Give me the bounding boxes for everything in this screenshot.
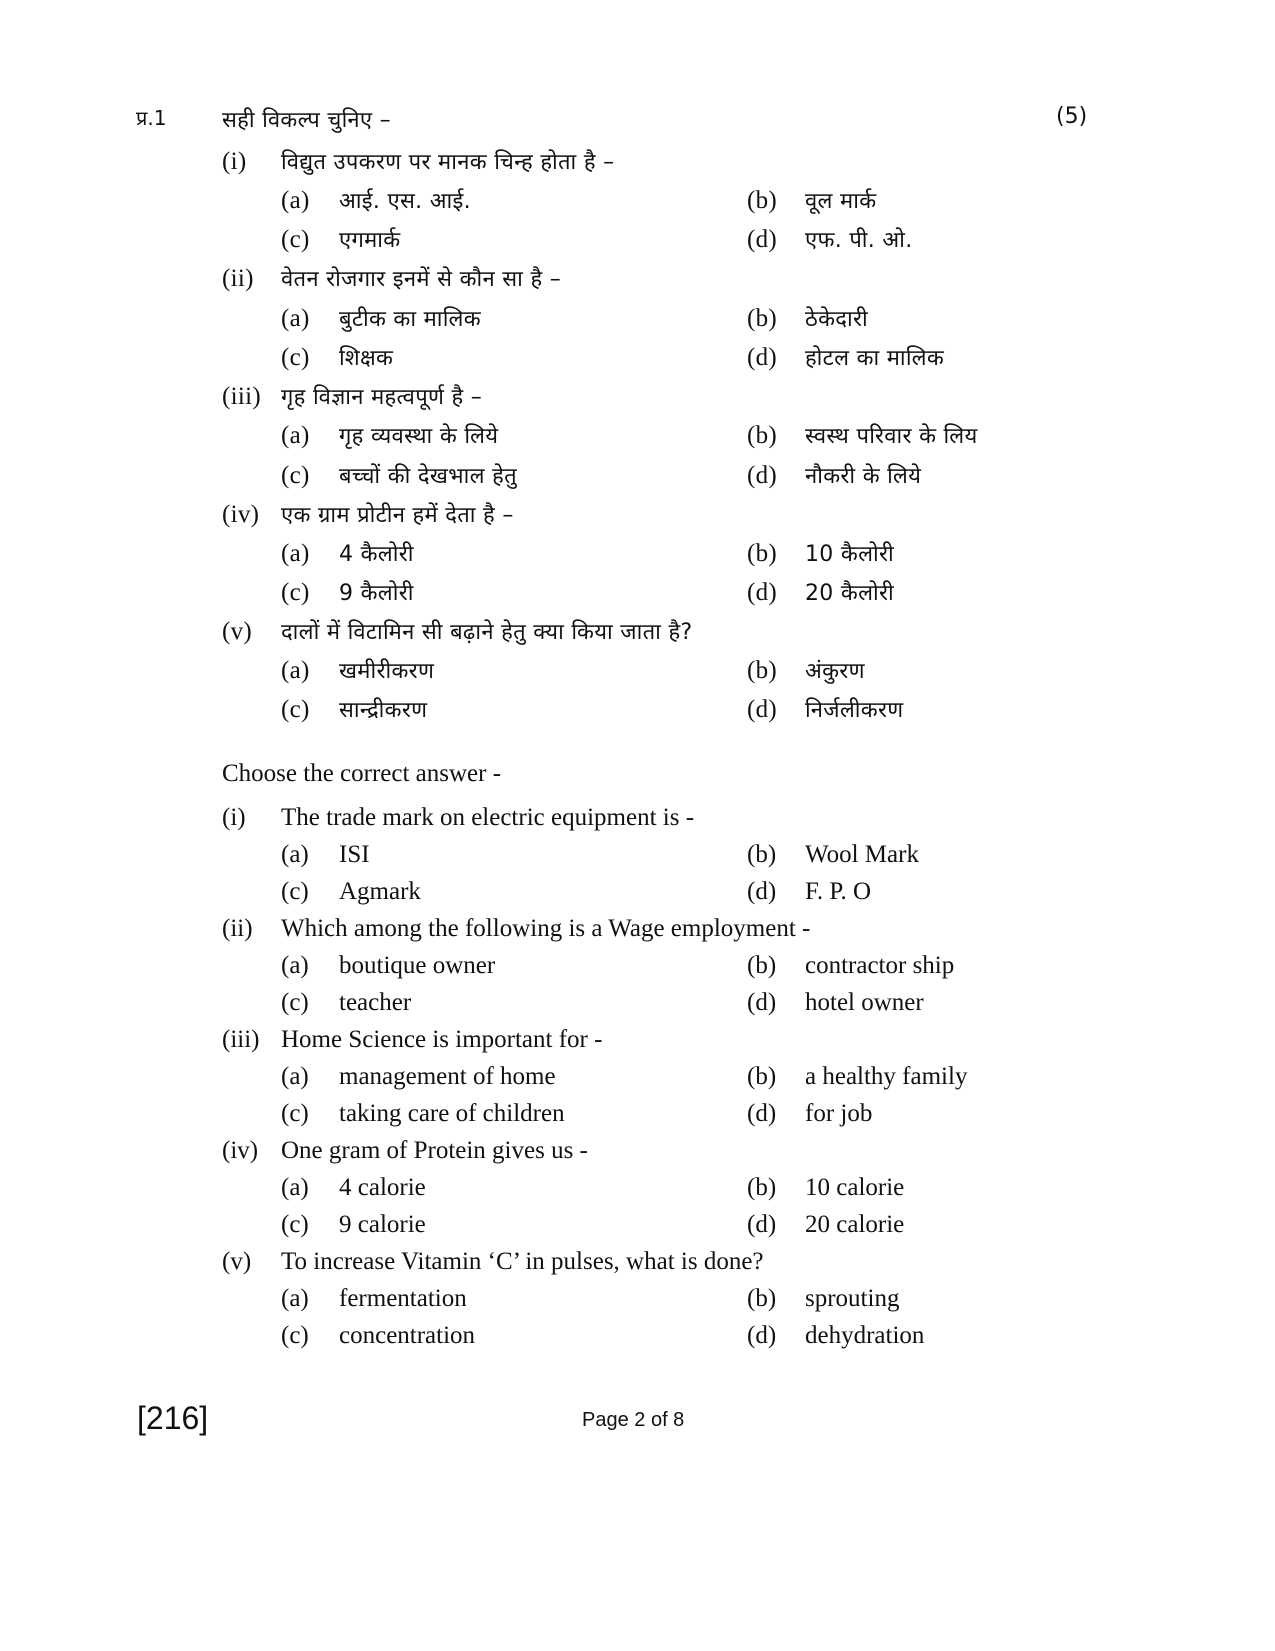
- option-text: a healthy family: [805, 1063, 968, 1090]
- option-label: (a): [281, 841, 309, 868]
- option-label: (c): [281, 989, 309, 1016]
- question-num: (v): [222, 618, 253, 645]
- option-d: [747, 577, 894, 607]
- option-c: [281, 1211, 426, 1239]
- option-text: अंकुरण: [805, 659, 865, 684]
- option-label: (a): [281, 540, 310, 567]
- option-text: 4 कैलोरी: [339, 542, 414, 567]
- option-text: सान्द्रीकरण: [339, 698, 428, 723]
- option-a: [281, 1174, 426, 1202]
- option-d: [747, 878, 871, 906]
- option-label: (b): [747, 841, 777, 868]
- question-text: गृह विज्ञान महत्वपूर्ण है –: [281, 385, 483, 410]
- option-text: होटल का मालिक: [805, 346, 945, 371]
- option-text: वूल मार्क: [805, 189, 877, 214]
- option-label: (c): [281, 1322, 309, 1349]
- option-a: [281, 303, 481, 333]
- option-text: hotel owner: [805, 989, 924, 1016]
- option-c: [281, 1100, 565, 1128]
- option-label: (b): [747, 187, 778, 214]
- option-label: (d): [747, 462, 778, 489]
- option-label: (b): [747, 1174, 777, 1201]
- question-row: [222, 1248, 764, 1276]
- option-c: [281, 342, 393, 372]
- option-label: (d): [747, 1211, 777, 1238]
- option-b: [747, 655, 865, 685]
- option-b: [747, 841, 919, 869]
- option-label: (b): [747, 540, 778, 567]
- option-label: (d): [747, 696, 778, 723]
- question-row: [222, 146, 614, 176]
- hindi-instruction: सही विकल्प चुनिए –: [222, 108, 391, 133]
- question-text: The trade mark on electric equipment is -: [281, 804, 695, 831]
- option-b: [747, 420, 978, 450]
- question-num: (v): [222, 1248, 252, 1275]
- option-text: 4 calorie: [339, 1174, 426, 1201]
- option-label: (a): [281, 187, 310, 214]
- question-text: दालों में विटामिन सी बढ़ाने हेतु क्या किया जाता है?: [281, 620, 693, 645]
- option-label: (b): [747, 1285, 777, 1312]
- option-text: 20 कैलोरी: [805, 581, 894, 606]
- option-text: Agmark: [339, 878, 421, 905]
- option-label: (d): [747, 878, 777, 905]
- option-c: [281, 224, 401, 254]
- option-a: [281, 841, 370, 869]
- option-label: (a): [281, 1285, 309, 1312]
- option-text: बच्चों की देखभाल हेतु: [339, 464, 517, 489]
- option-text: 9 calorie: [339, 1211, 426, 1238]
- question-text: वेतन रोजगार इनमें से कौन सा है –: [281, 267, 562, 292]
- option-text: F. P. O: [805, 878, 872, 905]
- option-label: (c): [281, 579, 310, 606]
- option-label: (c): [281, 344, 310, 371]
- option-label: (c): [281, 462, 310, 489]
- option-text: बुटीक का मालिक: [339, 307, 481, 332]
- option-text: खमीरीकरण: [339, 659, 435, 684]
- option-text: निर्जलीकरण: [805, 698, 904, 723]
- option-text: 20 calorie: [805, 1211, 905, 1238]
- option-a: [281, 952, 495, 980]
- marks: (5): [1056, 104, 1088, 129]
- option-c: [281, 989, 411, 1017]
- question-text: Home Science is important for -: [281, 1026, 603, 1053]
- option-d: [747, 342, 944, 372]
- option-label: (a): [281, 1174, 309, 1201]
- option-b: [747, 952, 954, 980]
- question-text: One gram of Protein gives us -: [281, 1137, 588, 1164]
- option-label: (a): [281, 422, 310, 449]
- option-label: (d): [747, 1322, 777, 1349]
- question-num: (ii): [222, 265, 254, 292]
- option-b: [747, 1285, 899, 1313]
- option-text: शिक्षक: [339, 346, 394, 371]
- question-text: Which among the following is a Wage employment -: [281, 915, 811, 942]
- option-c: [281, 878, 421, 906]
- question-row: [222, 1137, 588, 1165]
- option-text: ISI: [339, 841, 370, 868]
- option-c: [281, 460, 517, 490]
- question-num: (iii): [222, 383, 261, 410]
- option-label: (d): [747, 1100, 777, 1127]
- option-label: (b): [747, 1063, 777, 1090]
- option-text: नौकरी के लिये: [805, 464, 922, 489]
- question-row: [222, 616, 692, 646]
- option-label: (c): [281, 1211, 309, 1238]
- option-label: (d): [747, 579, 778, 606]
- option-b: [747, 185, 876, 215]
- option-text: fermentation: [339, 1285, 467, 1312]
- option-text: 9 कैलोरी: [339, 581, 414, 606]
- option-text: sprouting: [805, 1285, 900, 1312]
- question-text: एक ग्राम प्रोटीन हमें देता है –: [281, 503, 514, 528]
- option-text: concentration: [339, 1322, 476, 1349]
- question-row: [222, 263, 561, 293]
- option-label: (d): [747, 226, 778, 253]
- option-label: (a): [281, 952, 309, 979]
- option-text: boutique owner: [339, 952, 496, 979]
- option-label: (b): [747, 952, 777, 979]
- option-text: ठेकेदारी: [805, 307, 868, 332]
- option-text: dehydration: [805, 1322, 925, 1349]
- option-label: (a): [281, 657, 310, 684]
- option-d: [747, 1100, 872, 1128]
- option-c: [281, 577, 414, 607]
- option-d: [747, 694, 903, 724]
- option-label: (c): [281, 696, 310, 723]
- question-row: [222, 1026, 602, 1054]
- page-number: Page 2 of 8: [582, 1409, 685, 1431]
- option-label: (d): [747, 989, 777, 1016]
- option-label: (b): [747, 422, 778, 449]
- question-row: [222, 915, 810, 943]
- option-label: (d): [747, 344, 778, 371]
- question-row: [222, 499, 514, 529]
- option-label: (b): [747, 657, 778, 684]
- option-d: [747, 1322, 924, 1350]
- option-text: आई. एस. आई.: [339, 189, 471, 214]
- option-text: contractor ship: [805, 952, 955, 979]
- question-row: [222, 381, 482, 411]
- question-num: (iii): [222, 1026, 260, 1053]
- option-text: 10 calorie: [805, 1174, 905, 1201]
- option-a: [281, 185, 471, 215]
- option-text: Wool Mark: [805, 841, 919, 868]
- option-a: [281, 538, 414, 568]
- question-row: [222, 804, 694, 832]
- option-text: एफ. पी. ओ.: [805, 228, 913, 253]
- option-b: [747, 538, 894, 568]
- option-b: [747, 1174, 904, 1202]
- option-text: एगमार्क: [339, 228, 401, 253]
- option-label: (a): [281, 1063, 309, 1090]
- option-label: (c): [281, 1100, 309, 1127]
- option-c: [281, 1322, 475, 1350]
- option-label: (a): [281, 305, 310, 332]
- question-number: प्र.1: [136, 106, 167, 130]
- option-c: [281, 694, 427, 724]
- option-a: [281, 420, 498, 450]
- option-b: [747, 303, 868, 333]
- question-num: (iv): [222, 1137, 259, 1164]
- option-d: [747, 460, 921, 490]
- question-text: विद्युत उपकरण पर मानक चिन्ह होता है –: [281, 150, 615, 175]
- option-a: [281, 655, 434, 685]
- option-a: [281, 1285, 467, 1313]
- option-text: teacher: [339, 989, 412, 1016]
- question-num: (i): [222, 804, 246, 831]
- option-text: taking care of children: [339, 1100, 565, 1127]
- option-text: गृह व्यवस्था के लिये: [339, 424, 499, 449]
- option-text: स्वस्थ परिवार के लिय: [805, 424, 978, 449]
- option-text: for job: [805, 1100, 873, 1127]
- option-d: [747, 224, 913, 254]
- option-label: (c): [281, 878, 309, 905]
- option-a: [281, 1063, 556, 1091]
- question-num: (iv): [222, 501, 260, 528]
- option-label: (b): [747, 305, 778, 332]
- option-text: management of home: [339, 1063, 556, 1090]
- question-text: To increase Vitamin ‘C’ in pulses, what is done?: [281, 1248, 764, 1275]
- english-instruction: Choose the correct answer -: [222, 760, 502, 787]
- option-text: 10 कैलोरी: [805, 542, 894, 567]
- option-b: [747, 1063, 967, 1091]
- option-d: [747, 1211, 904, 1239]
- question-num: (i): [222, 148, 247, 175]
- option-label: (c): [281, 226, 310, 253]
- question-num: (ii): [222, 915, 253, 942]
- option-d: [747, 989, 924, 1017]
- paper-code: [216]: [137, 1400, 209, 1436]
